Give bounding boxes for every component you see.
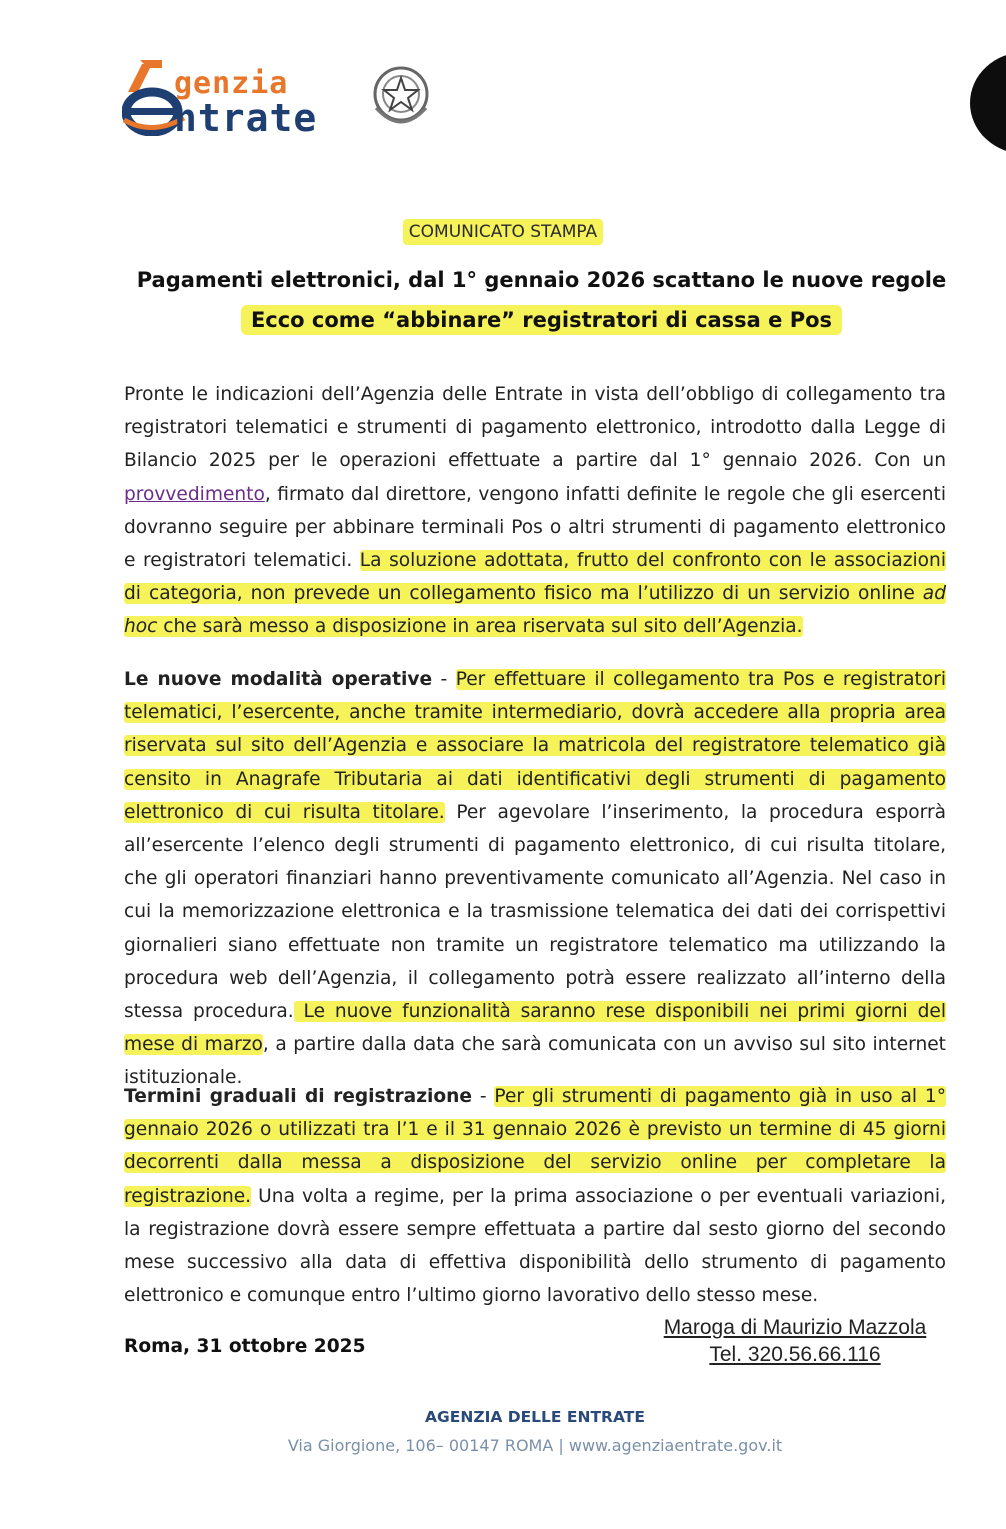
paragraph-intro: Pronte le indicazioni dell’Agenzia delle Entrate in vista dell’obbligo di collegamento tra registratori telematici e strumenti di pagamento elettronico, introdotto dalla Legge di Bilancio 2025 per le operazioni effettuate a partire dal 1° gennaio 2026. Con un provvedimento, firmato dal direttore, vengono infatti definite le regole che gli esercenti dovranno seguire per abbinare terminali Pos o altri strumenti di pagamento elettronico e registratori telematici. La soluzione adottata, frutto del confronto con le associazioni di categoria, non prevede un collegamento fisico ma l’utilizzo di un servizio online ad hoc che sarà messo a disposizione in area riservata sul sito dell’Agenzia.: [124, 384, 946, 638]
provvedimento-link[interactable]: provvedimento: [124, 483, 265, 505]
signature-name: Maroga di Maurizio Mazzola: [663, 1316, 927, 1339]
page-subtitle: Ecco come “abbinare” registratori di cassa e Pos: [0, 308, 1006, 332]
paragraph-termini: Termini graduali di registrazione - Per gli strumenti di pagamento già in uso al 1° gennaio 2026 o utilizzati tra l’1 e il 31 gennaio 2026 è previsto un termine di 45 giorni decorrenti dalla messa a disposizione del servizio online per completare la registrazione. Una volta a regime, per la prima associazione o per eventuali variazioni, la registrazione dovrà essere sempre effettuata a partire dal sesto giorno del secondo mese successivo alla data di effettiva disponibilità dello strumento di pagamento elettronico e comunque entro l’ultimo giorno lavorativo dello stesso mese.: [124, 1086, 947, 1307]
dark-corner-shape: [970, 52, 1006, 154]
highlighted-text: Per gli strumenti di pagamento già in uso al 1° gennaio 2026 o utilizzati tra l’1 e il 31 gennaio 2026 è previsto un termine di 45 giorni decorrenti dalla messa a disposizione del servizio online per completare la registrazione.: [124, 1086, 947, 1207]
logo-text-entrate: ntrate: [174, 96, 318, 140]
document-date: Roma, 31 ottobre 2025: [124, 1336, 366, 1357]
paragraph-modalita: Le nuove modalità operative - Per effettuare il collegamento tra Pos e registratori telematici, l’esercente, anche tramite intermediario, dovrà accedere alla propria area riservata sul sito dell’Agenzia e associare la matricola del registratore telematico già censito in Anagrafe Tributaria ai dati identificativi degli strumenti di pagamento elettronico di cui risulta titolare. Per agevolare l’inserimento, la procedura esporrà all’esercente l’elenco degli strumenti di pagamento elettronico, di cui risulta titolare, che gli operatori finanziari hanno preventivamente comunicato all’Agenzia. Nel caso in cui la memorizzazione elettronica e la trasmissione telematica dei dati dei corrispettivi giornalieri siano effettuate non tramite un registratore telematico ma utilizzando la procedura web dell’Agenzia, il collegamento potrà essere realizzato all’interno della stessa procedura. Le nuove funzionalità saranno rese disponibili nei primi giorni del mese di marzo, a partire dalla data che sarà comunicata con un avviso sul sito internet istituzionale.: [124, 669, 947, 1089]
highlighted-text: La soluzione adottata, frutto del confronto con le associazioni di categoria, non prevede un collegamento fisico ma l’utilizzo di un servizio online ad hoc che sarà messo a disposizione in area riservata sul sito dell’Agenzia.: [124, 550, 946, 638]
italian-republic-emblem-icon: [368, 58, 434, 136]
highlighted-text: Le nuove funzionalità saranno rese disponibili nei primi giorni del mese di marzo: [124, 1001, 946, 1056]
section-heading: Le nuove modalità operative: [124, 669, 433, 690]
press-release-label: COMUNICATO STAMPA: [0, 222, 1006, 242]
page-title: Pagamenti elettronici, dal 1° gennaio 2026 scattano le nuove regole: [136, 268, 947, 292]
highlighted-text: Per effettuare il collegamento tra Pos e registratori telematici, l’esercente, anche tramite intermediario, dovrà accedere alla propria area riservata sul sito dell’Agenzia e associare la matricola del registratore telematico già censito in Anagrafe Tributaria ai dati identificativi degli strumenti di pagamento elettronico di cui risulta titolare.: [124, 669, 947, 823]
agenzia-entrate-logo: [122, 56, 442, 146]
section-heading: Termini graduali di registrazione: [124, 1086, 473, 1107]
footer-org-name: AGENZIA DELLE ENTRATE: [425, 1408, 645, 1426]
signature-phone: Tel. 320.56.66.116: [709, 1343, 881, 1366]
logo-text-agenzia: genzia: [174, 66, 289, 101]
footer-address: Via Giorgione, 106– 00147 ROMA | www.agenziaentrate.gov.it: [287, 1436, 783, 1455]
signature-block: [648, 1314, 942, 1368]
